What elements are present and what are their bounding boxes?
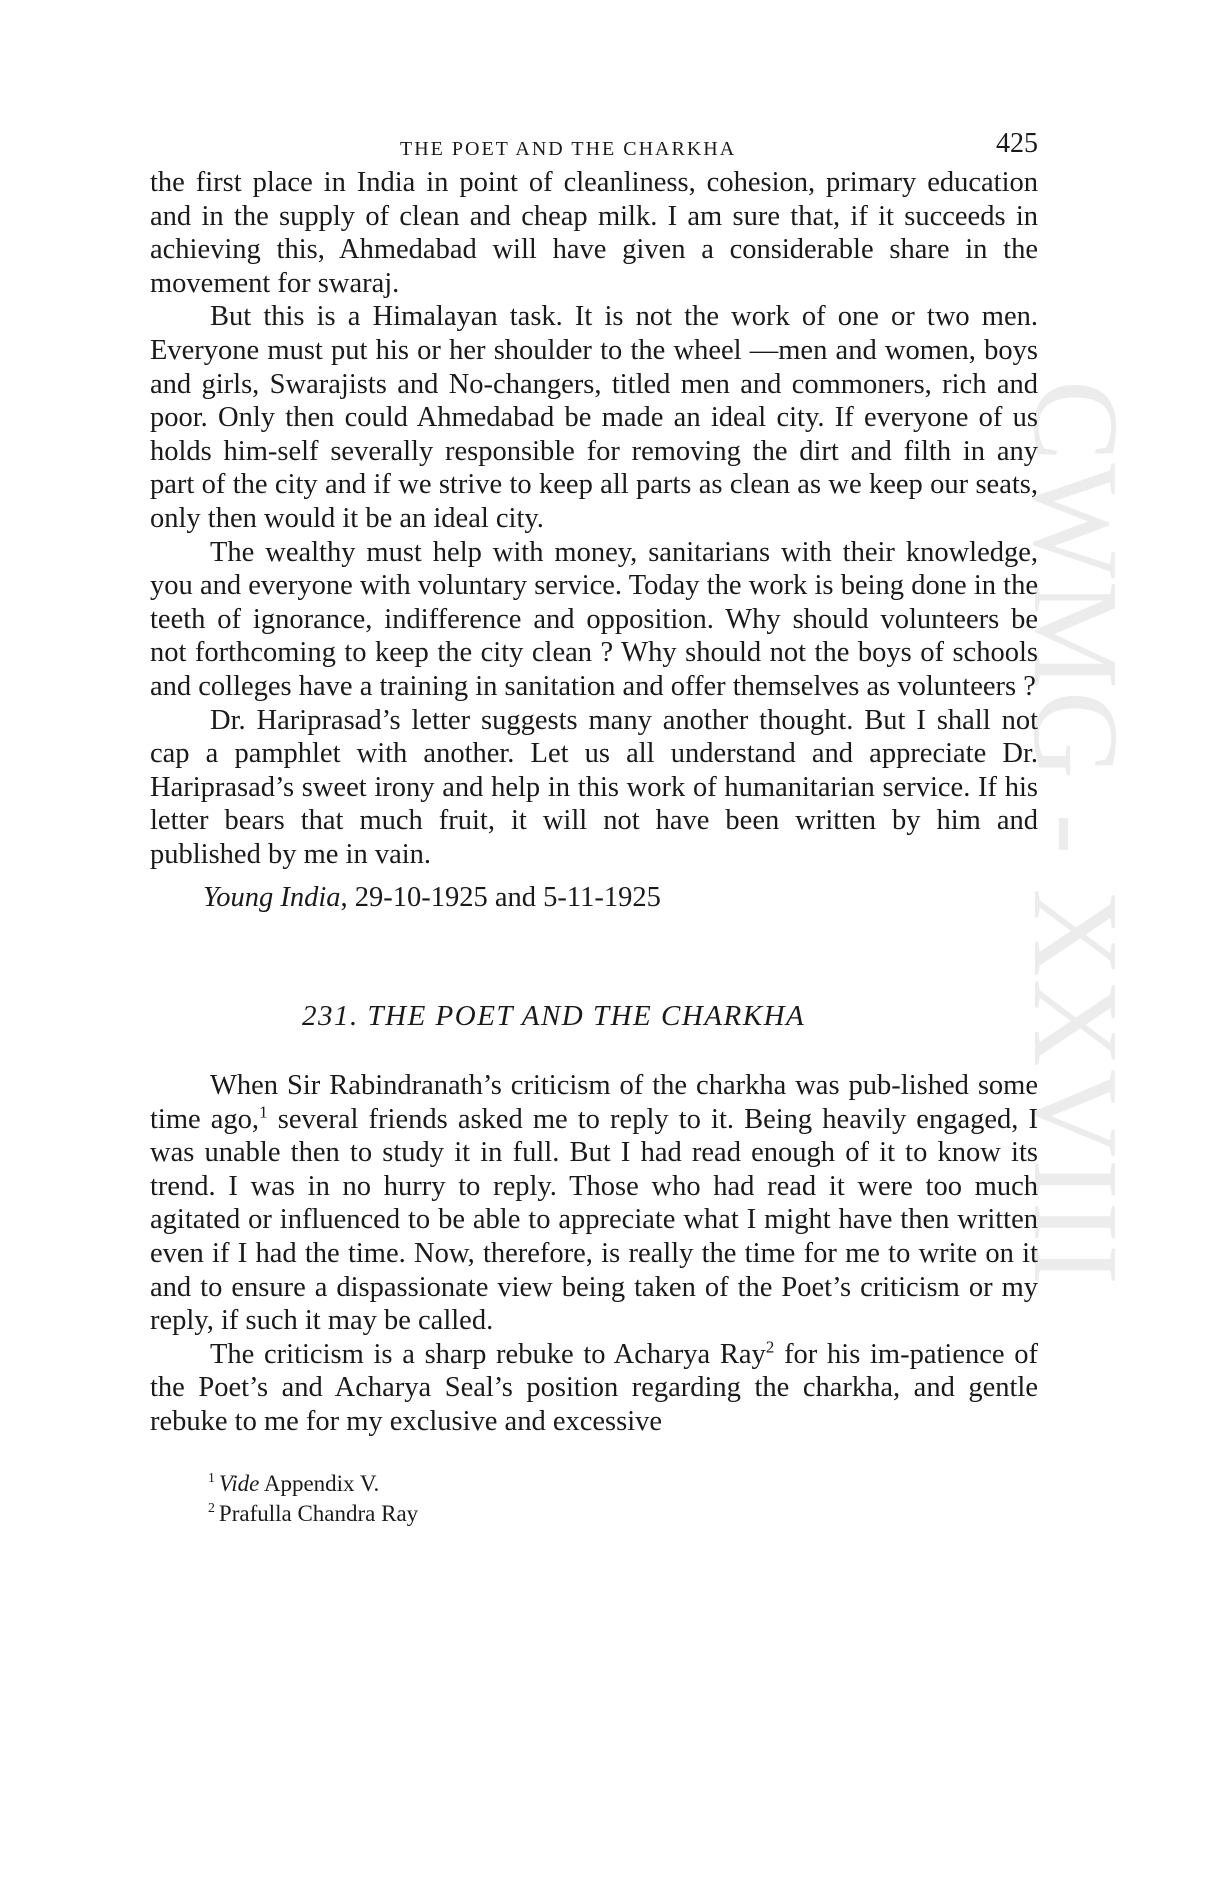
footnote <box>208 1499 1038 1529</box>
paragraph-text: The criticism is a sharp rebuke to Acharya Ray <box>210 1338 766 1370</box>
paragraph-text: several friends asked me to reply to it. Being heavily engaged, I was unable then to study it in full. But I had read enough of it to know its trend. I was in no hurry to reply. Those who had read it were too much agitated or influenced to be able to appreciate what I might have then written even if I had the time. Now, therefore, is really the time for me to write on it and to ensure a dispassionate view being taken of the Poet’s criticism or my reply, if such it may be called. <box>150 1103 1038 1337</box>
paragraph: The wealthy must help with money, sanitarians with their knowledge, you and everyone with voluntary service. Today the work is being done in the teeth of ignorance, indifference and opposition. Why should volunteers be not forthcoming to keep the city clean ? Why should not the boys of schools and colleges have a training in sanitation and offer themselves as volunteers ? <box>150 536 1038 702</box>
paragraph: Dr. Hariprasad’s letter suggests many another thought. But I shall not cap a pamphlet with another. Let us all understand and appreciate Dr. Hariprasad’s sweet irony and help in this work of humanitarian service. If his letter bears that much fruit, it will not have been written by him and published by me in vain. <box>150 704 1038 870</box>
footnote-number: 2 <box>208 1499 215 1515</box>
footnote-text: Prafulla Chandra Ray <box>218 1500 419 1526</box>
running-title: THE POET AND THE CHARKHA <box>400 138 737 160</box>
paragraph: But this is a Himalayan task. It is not the work of one or two men. Everyone must put his or her shoulder to the wheel —men and women, boys and girls, Swarajists and No-changers, titled men and commoners, rich and poor. Only then could Ahmedabad be made an ideal city. If everyone of us holds him-self severally responsible for removing the dirt and filth in any part of the city and if we strive to keep all parts as clean as we keep our seats, only then would it be an ideal city. <box>150 301 1038 534</box>
footnotes <box>150 1469 1038 1529</box>
footnote <box>208 1469 1038 1499</box>
paragraph-text: for his im-patience of the Poet’s and Acharya Seal’s position regarding the charkha, and gentle rebuke to me for my exclusive and excessive <box>150 1338 1038 1437</box>
citation-source: Young India <box>203 882 341 914</box>
footnote-marker: 2 <box>765 1337 775 1357</box>
paragraph <box>150 1069 1038 1338</box>
page-number: 425 <box>996 128 1038 159</box>
paragraph-text: When Sir Rabindranath’s criticism of the charkha was pub-lished some time ago, <box>150 1070 1038 1135</box>
section-title: 231. THE POET AND THE CHARKHA <box>302 1000 806 1033</box>
source-citation <box>203 881 1038 915</box>
citation-dates: , 29-10-1925 and 5-11-1925 <box>340 882 661 914</box>
watermark-text: CWMG - XXVIII <box>1008 380 1143 1287</box>
running-head <box>150 126 1038 166</box>
footnote-text: Appendix V. <box>259 1470 380 1496</box>
document-page <box>150 126 1038 1529</box>
paragraph <box>150 1338 1038 1439</box>
footnote-marker: 1 <box>259 1102 268 1122</box>
paragraph: the first place in India in point of cleanliness, cohesion, primary education and in the supply of clean and cheap milk. I am sure that, if it succeeds in achieving this, Ahmedabad will have given a considerable share in the movement for swaraj. <box>150 167 1038 299</box>
footnote-italic: Vide <box>218 1470 260 1496</box>
footnote-number: 1 <box>208 1469 215 1485</box>
